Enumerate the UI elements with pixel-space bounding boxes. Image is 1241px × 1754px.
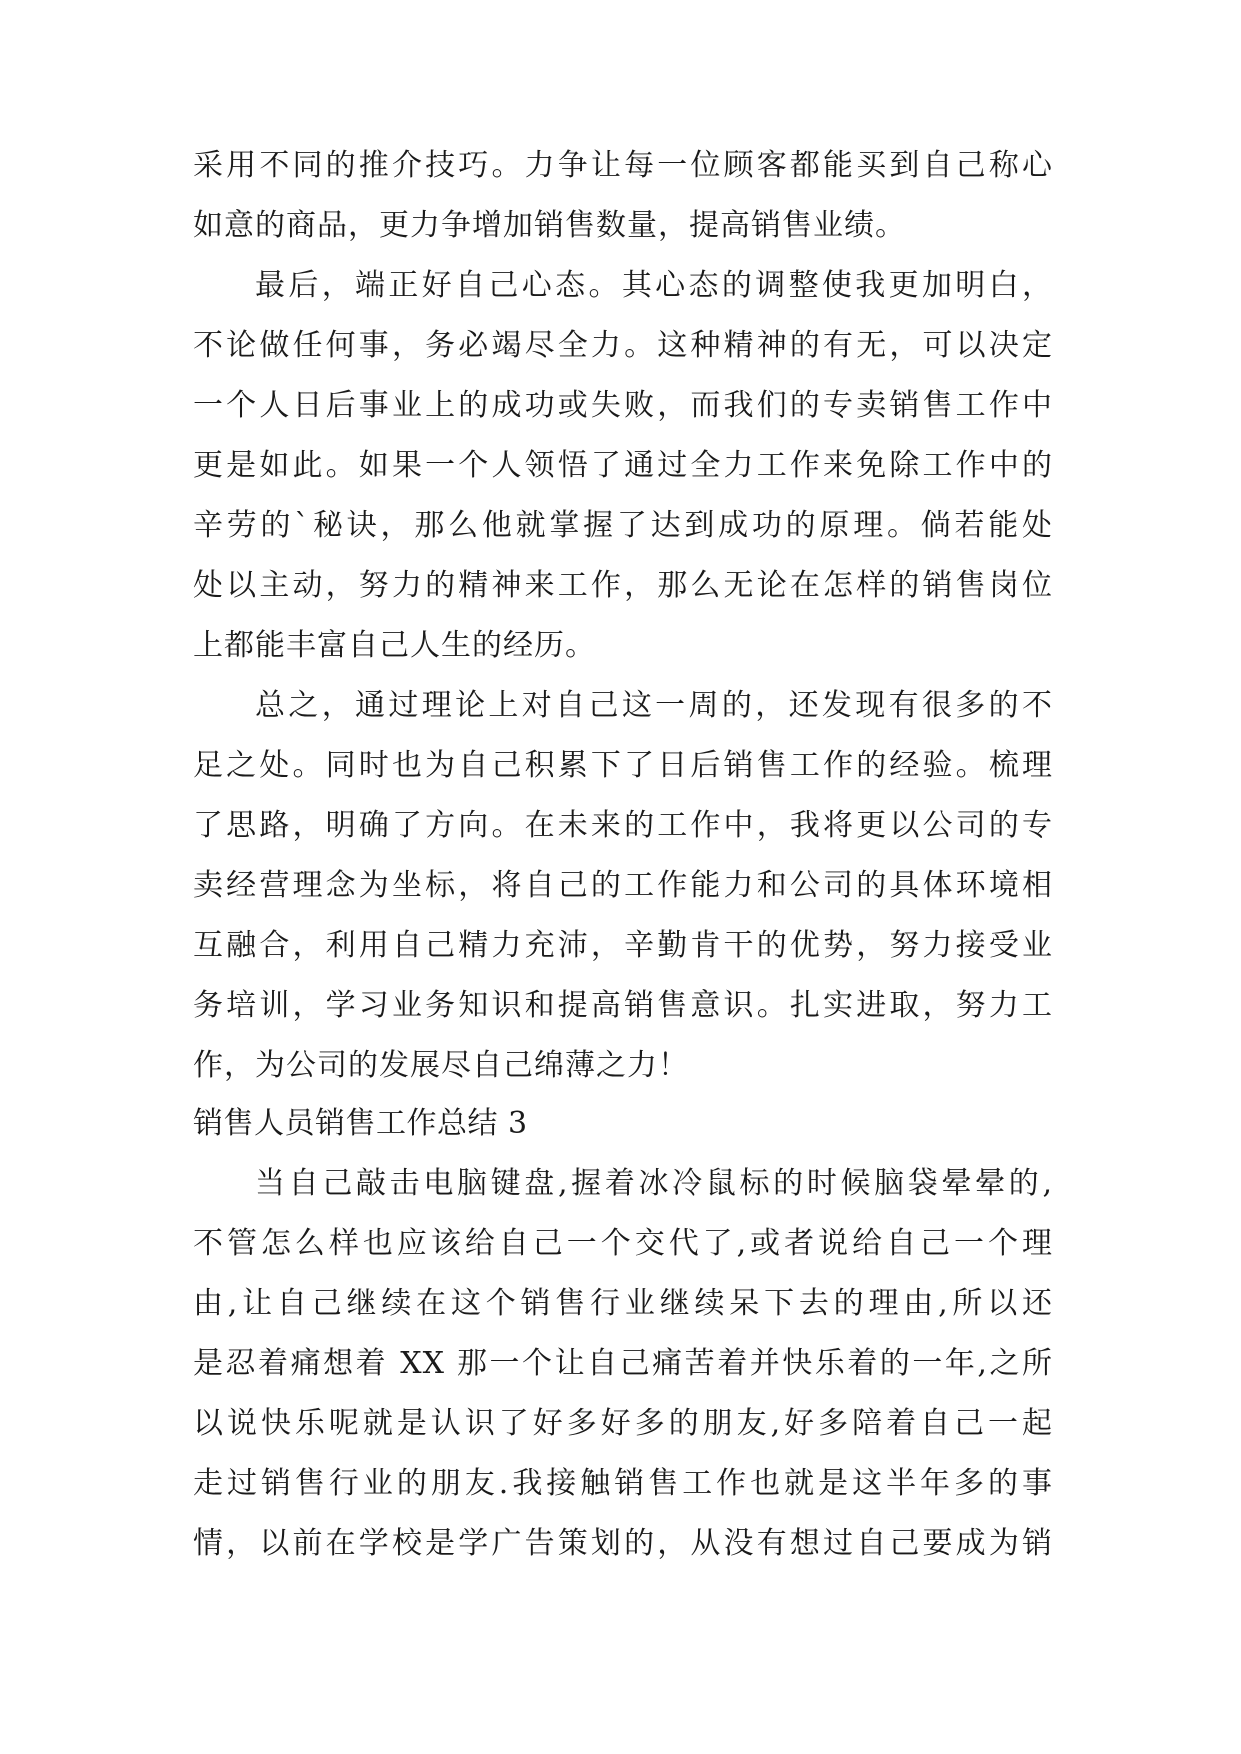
paragraph-4-line-7: 情，以前在学校是学广告策划的，从没有想过自己要成为销	[193, 1526, 1053, 1561]
paragraph-4-line-1: 当自己敲击电脑键盘,握着冰冷鼠标的时候脑袋晕晕的,	[255, 1166, 1053, 1201]
paragraph-3-line-1: 总之，通过理论上对自己这一周的，还发现有很多的不	[255, 688, 1053, 723]
paragraph-3-line-5: 互融合，利用自己精力充沛，辛勤肯干的优势，努力接受业	[193, 928, 1053, 963]
paragraph-1-line-1: 采用不同的推介技巧。力争让每一位顾客都能买到自己称心	[193, 148, 1053, 183]
paragraph-4-line-2: 不管怎么样也应该给自己一个交代了,或者说给自己一个理	[193, 1226, 1053, 1261]
paragraph-3-line-7: 作，为公司的发展尽自己绵薄之力！	[193, 1048, 689, 1083]
paragraph-2-line-1: 最后，端正好自己心态。其心态的调整使我更加明白，	[255, 268, 1053, 303]
paragraph-1-line-2: 如意的商品，更力争增加销售数量，提高销售业绩。	[193, 208, 906, 243]
paragraph-2-line-3: 一个人日后事业上的成功或失败，而我们的专卖销售工作中	[193, 388, 1053, 423]
paragraph-3-line-3: 了思路，明确了方向。在未来的工作中，我将更以公司的专	[193, 808, 1053, 843]
paragraph-4-line-6: 走过销售行业的朋友.我接触销售工作也就是这半年多的事	[193, 1466, 1053, 1501]
paragraph-2-line-5: 辛劳的`秘诀，那么他就掌握了达到成功的原理。倘若能处	[193, 508, 1053, 543]
paragraph-4-line-5: 以说快乐呢就是认识了好多好多的朋友,好多陪着自己一起	[193, 1406, 1053, 1441]
paragraph-3-line-2: 足之处。同时也为自己积累下了日后销售工作的经验。梳理	[193, 748, 1053, 783]
paragraph-2-line-2: 不论做任何事，务必竭尽全力。这种精神的有无，可以决定	[193, 328, 1053, 363]
section-heading: 销售人员销售工作总结 3	[193, 1106, 528, 1141]
paragraph-2-line-4: 更是如此。如果一个人领悟了通过全力工作来免除工作中的	[193, 448, 1053, 483]
paragraph-2-line-6: 处以主动，努力的精神来工作，那么无论在怎样的销售岗位	[193, 568, 1053, 603]
paragraph-4-line-4: 是忍着痛想着 XX 那一个让自己痛苦着并快乐着的一年,之所	[193, 1346, 1053, 1381]
paragraph-2-line-7: 上都能丰富自己人生的经历。	[193, 628, 596, 663]
paragraph-3-line-6: 务培训，学习业务知识和提高销售意识。扎实进取，努力工	[193, 988, 1053, 1023]
paragraph-3-line-4: 卖经营理念为坐标，将自己的工作能力和公司的具体环境相	[193, 868, 1053, 903]
paragraph-4-line-3: 由,让自己继续在这个销售行业继续呆下去的理由,所以还	[193, 1286, 1053, 1321]
